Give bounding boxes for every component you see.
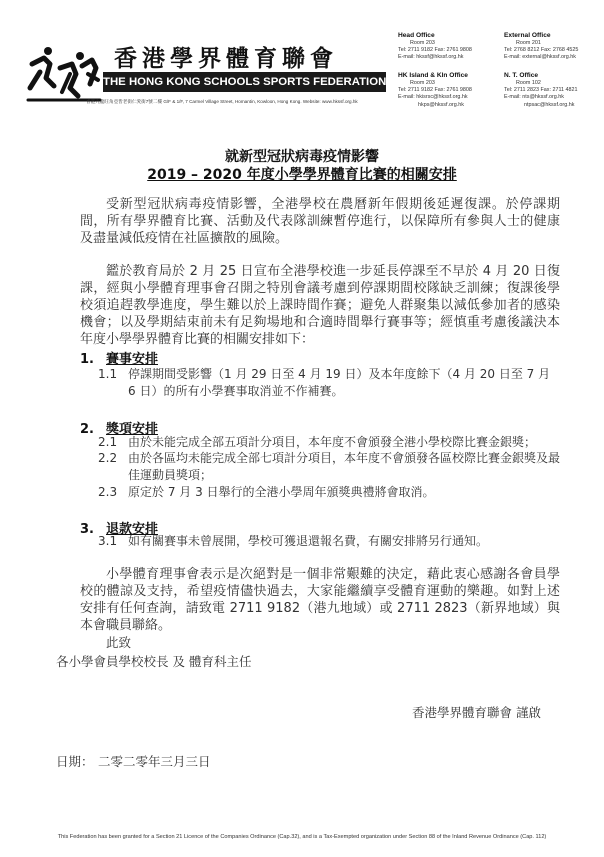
item-number: 3.1 — [98, 534, 118, 548]
office-title: N. T. Office — [504, 72, 539, 79]
doc-subtitle — [0, 164, 604, 184]
office-head — [398, 32, 472, 62]
list-item — [98, 450, 560, 484]
doc-title: 就新型冠狀病毒疫情影響 — [225, 149, 379, 165]
hkssf-logo-icon — [26, 44, 102, 104]
office-line: E-mail: nts@hkssf.org.hk — [504, 94, 564, 101]
office-hk-kln — [398, 72, 472, 109]
item-text: 停課期間受影響（1 月 29 日至 4 月 19 日）及本年度餘下（4 月 20 日至 7 月 6 日）的所有小學賽事取消並不作補賽。 — [128, 367, 551, 398]
office-line: E-mail: external@hkssf.org.hk — [504, 54, 576, 61]
office-line: Room 201 — [516, 40, 541, 46]
doc-subtitle-text: 2019 – 2020 年度小學學界體育比賽的相關安排 — [147, 167, 457, 183]
section-number: 1. — [80, 352, 94, 367]
item-number: 2.2 — [98, 451, 118, 465]
list-item — [98, 484, 560, 501]
office-nt — [504, 72, 578, 109]
org-name-en: THE HONG KONG SCHOOLS SPORTS FEDERATION — [103, 72, 386, 92]
office-external — [504, 32, 578, 62]
list-item — [98, 434, 560, 451]
item-text: 如有關賽事未曾展開，學校可獲退還報名費，有關安排將另行通知。 — [128, 534, 489, 548]
org-address: 香港九龍旺角亞皆老街仁愛街7號二樓 G/F & 1/F, 7 Carmel Village Street, Homantin, Kowloon, Hong Kong. Website: www.hkssf.org.hk — [86, 99, 358, 104]
date-label: 日期： — [56, 754, 94, 769]
office-line: Tel: 2711 2823 Fax: 2711 4821 — [504, 87, 578, 94]
section-number: 3. — [80, 522, 94, 537]
office-title: HK Island & Kln Office — [398, 72, 468, 79]
item-text: 由於未能完成全部五項計分項目，本年度不會頒發全港小學校際比賽金銀獎； — [128, 435, 537, 449]
office-line: ntpsac@hkssf.org.hk — [524, 101, 575, 108]
paragraph-intro: 受新型冠狀病毒疫情影響，全港學校在農曆新年假期後延遲復課。於停課期間，所有學界體育比賽、活動及代表隊訓練暫停進行，以保障所有參與人士的健康及盡量減低疫情在社區擴散的風險。 — [80, 197, 560, 246]
office-line: Room 203 — [410, 40, 435, 46]
recipients: 各小學會員學校校長 及 體育科主任 — [56, 654, 252, 669]
item-text: 由於各區均未能完成全部七項計分項目，本年度不會頒發各區校際比賽金銀獎及最佳運動員獎項； — [128, 451, 561, 482]
footer-note: This Federation has been granted for a Section 21 Licence of the Companies Ordinance (Cap.32), and is a Tax-Exempted organization under Section 88 of the Inland Revenue Ordinance (Cap. 112) — [57, 834, 547, 840]
list-item — [98, 533, 560, 550]
office-line: Tel: 2768 8212 Fax: 2768 4525 — [504, 47, 579, 54]
item-number: 2.1 — [98, 435, 118, 449]
office-title: Head Office — [398, 32, 435, 39]
office-line: Room 102 — [516, 80, 541, 86]
item-text: 原定於 7 月 3 日舉行的全港小學周年頒獎典禮將會取消。 — [128, 485, 435, 499]
paragraph-closing: 小學體育理事會表示是次絕對是一個非常艱難的決定，藉此衷心感謝各會員學校的體諒及支持，希望疫情儘快過去，大家能繼續享受體育運動的樂趣。如對上述安排有任何查詢，請致電 2711 9182（港九地域）或 2711 2823（新界地域）與本會職員聯絡。 — [80, 567, 560, 633]
office-line: Room 203 — [410, 80, 435, 86]
signature: 香港學界體育聯會 謹啟 — [412, 705, 541, 720]
office-line: Tel: 2711 9182 Fax: 2761 9808 — [398, 87, 472, 94]
section-title: 賽事安排 — [106, 352, 159, 367]
item-number: 1.1 — [98, 367, 118, 381]
section-number: 2. — [80, 422, 94, 437]
office-line: Tel: 2711 9182 Fax: 2761 9808 — [398, 47, 472, 54]
office-line: hkps@hkssf.org.hk — [418, 101, 464, 108]
office-line: E-mail: hkisrsc@hkssf.org.hk — [398, 94, 468, 101]
org-name-zh: 香港學界體育聯會 — [114, 46, 338, 72]
list-item — [98, 366, 560, 400]
paragraph-decision: 鑑於教育局於 2 月 25 日宣布全港學校進一步延長停課至不早於 4 月 20 日復課，經與小學體育理事會召開之特別會議考慮到停課期間校隊缺乏訓練；復課後學校須追趕教學進度，學生難以於上課時間作賽；避免人群聚集以減低參加者的感染機會；以及學期結束前未有足夠場地和合適時間舉行賽事等；經慎重考慮後議決本年度小學學界體育比賽的相關安排如下： — [80, 264, 560, 347]
date-value: 二零二零年三月三日 — [98, 754, 211, 769]
section-title: 獎項安排 — [106, 422, 159, 437]
item-number: 2.3 — [98, 485, 118, 499]
salutation: 此致 — [106, 635, 132, 650]
section-heading — [80, 348, 158, 367]
office-line: E-mail: hkssf@hkssf.org.hk — [398, 54, 464, 61]
office-title: External Office — [504, 32, 551, 39]
section-title: 退款安排 — [106, 522, 159, 537]
